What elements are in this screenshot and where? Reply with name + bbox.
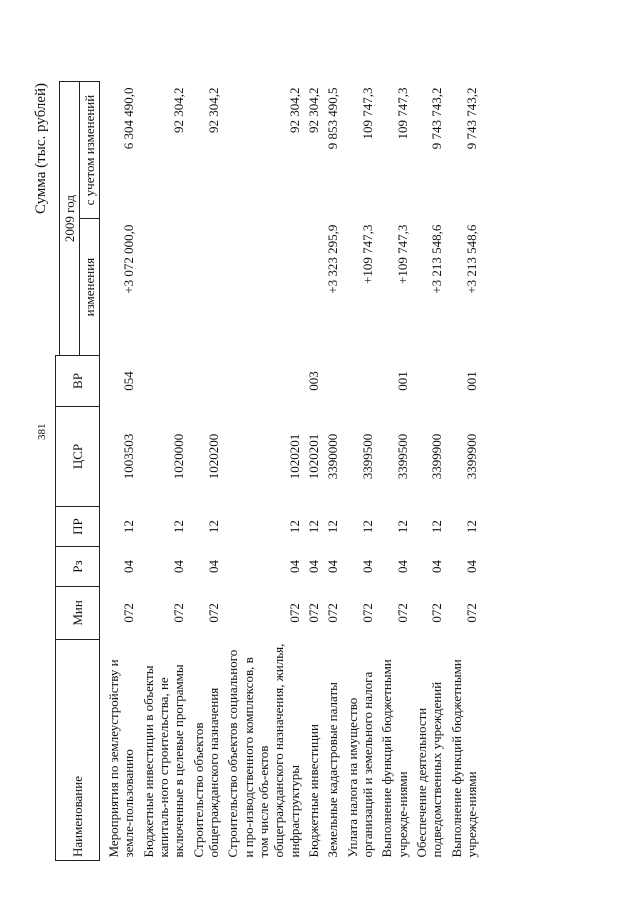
row-csr: 1020000: [171, 433, 187, 480]
row-vr: [343, 356, 378, 407]
row-min: 072: [464, 603, 480, 623]
row-name: Бюджетные инвестиции: [306, 724, 322, 858]
row-csr: 1003503: [121, 433, 137, 480]
row-rz: 04: [394, 560, 410, 574]
row-pr: 12: [429, 520, 445, 534]
row-name: Земельные кадастровые палаты: [325, 682, 341, 858]
row-csr: 3399900: [464, 433, 480, 480]
row-name: Выполнение функций бюджетными учрежде-ниями: [379, 659, 410, 858]
table-row: [323, 82, 342, 861]
row-rz: 04: [286, 560, 302, 574]
row-pr: 12: [360, 520, 376, 534]
row-vr: [412, 356, 447, 407]
row-total: 9 853 490,5: [325, 87, 341, 150]
row-csr: 1020200: [206, 433, 222, 480]
table-row: [223, 82, 304, 861]
table-row: [343, 82, 378, 861]
row-min: 072: [325, 603, 341, 623]
row-rz: 04: [206, 560, 222, 574]
row-total: 9 743 743,2: [429, 87, 445, 150]
row-csr: 1020201: [306, 433, 322, 480]
row-total: 9 743 743,2: [464, 87, 480, 150]
row-min: 072: [286, 603, 302, 623]
row-pr: 12: [464, 520, 480, 534]
row-change: +109 747,3: [360, 224, 376, 284]
header-min: Мин: [56, 586, 100, 639]
header-change: изменения: [79, 219, 99, 356]
row-csr: 3399900: [429, 433, 445, 480]
row-name: Обеспечение деятельности подведомственных учреждений: [414, 681, 445, 858]
row-pr: 12: [206, 520, 222, 534]
page-number: 381: [36, 423, 48, 440]
row-vr: [189, 356, 224, 407]
table-row: [100, 82, 139, 861]
row-vr: 054: [121, 371, 137, 391]
row-name: Строительство объектов социального и про-изводственного комплексов, в том числе объ-ектов общегражданского назначения, жилья, инфраструктуры: [225, 643, 302, 858]
row-pr: 12: [171, 520, 187, 534]
header-pr: ПР: [56, 507, 100, 547]
row-min: 072: [360, 603, 376, 623]
row-csr: 3399500: [360, 433, 376, 480]
row-pr: 12: [286, 520, 302, 534]
row-min: 072: [121, 603, 137, 623]
row-total: 109 747,3: [394, 87, 410, 140]
row-change: +3 323 295,9: [325, 224, 341, 294]
row-total: 109 747,3: [360, 87, 376, 140]
row-rz: 04: [360, 560, 376, 574]
header-with-changes: с учетом изменений: [79, 82, 99, 219]
row-name: Бюджетные инвестиции в объекты капиталь-ного строительства, не включенные в целевые программы: [140, 664, 187, 858]
row-change: [304, 219, 323, 356]
header-rz: Рз: [56, 547, 100, 587]
row-pr: 12: [325, 520, 341, 534]
row-rz: 04: [306, 560, 322, 574]
row-csr: 1020201: [286, 433, 302, 480]
budget-table: [55, 81, 485, 861]
row-name: Выполнение функций бюджетными учрежде-ниями: [448, 659, 480, 858]
row-rz: 04: [325, 560, 341, 574]
table-row: [412, 82, 447, 861]
row-vr: [223, 356, 304, 407]
row-csr: 3399500: [394, 433, 410, 480]
row-vr: 001: [464, 371, 480, 391]
row-rz: 04: [464, 560, 480, 574]
row-min: 072: [171, 603, 187, 623]
header-year: 2009 год: [59, 82, 79, 356]
row-vr: 003: [306, 371, 322, 391]
row-vr: 001: [394, 371, 410, 391]
row-vr: [323, 356, 342, 407]
table-row: [304, 82, 323, 861]
table-row: [377, 82, 412, 861]
row-name: Строительство объектов общегражданского назначения: [190, 687, 222, 858]
row-rz: 04: [429, 560, 445, 574]
row-total: 6 304 490,0: [121, 87, 137, 150]
row-rz: 04: [121, 560, 137, 574]
row-csr: 3390000: [325, 433, 341, 480]
header-vr: ВР: [56, 356, 100, 407]
row-pr: 12: [306, 520, 322, 534]
row-pr: 12: [121, 520, 137, 534]
row-total: 92 304,2: [206, 87, 222, 133]
row-vr: [139, 356, 189, 407]
table-row: [189, 82, 224, 861]
row-total: 92 304,2: [286, 87, 302, 133]
row-change: +109 747,3: [394, 224, 410, 284]
table-row: [447, 82, 486, 861]
row-total: 92 304,2: [171, 87, 187, 133]
row-total: 92 304,2: [306, 87, 322, 133]
row-change: [223, 219, 304, 356]
table-row: [139, 82, 189, 861]
row-min: 072: [429, 603, 445, 623]
row-change: +3 213 548,6: [464, 224, 480, 294]
header-csr: ЦСР: [56, 406, 100, 506]
row-min: 072: [206, 603, 222, 623]
row-change: +3 072 000,0: [121, 224, 137, 294]
row-change: [139, 219, 189, 356]
units-label: Сумма (тыс. рублей): [33, 83, 49, 215]
row-pr: 12: [394, 520, 410, 534]
header-name: Наименование: [56, 639, 100, 860]
row-change: +3 213 548,6: [429, 224, 445, 294]
row-min: 072: [306, 603, 322, 623]
row-name: Мероприятия по землеустройству и земле-пользованию: [106, 659, 137, 858]
row-rz: 04: [171, 560, 187, 574]
row-change: [189, 219, 224, 356]
row-min: 072: [394, 603, 410, 623]
row-name: Уплата налога на имущество организаций и земельного налога: [344, 671, 376, 858]
